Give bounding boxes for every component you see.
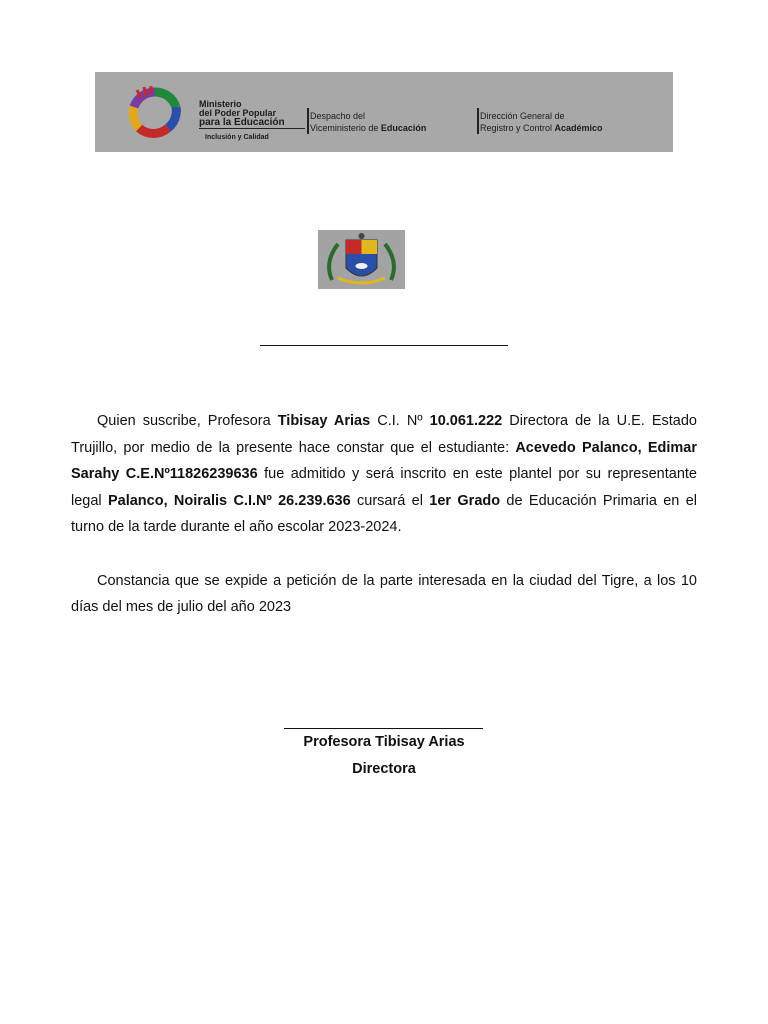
signature-line <box>284 728 483 729</box>
ministry-line-1: Ministerio <box>199 99 242 109</box>
despacho-line-1: Despacho del <box>310 111 366 121</box>
letter-paragraph-2: Constancia que se expide a petición de la parte interesada en la ciudad del Tigre, a los 10 días del mes de julio del año 2023 <box>71 572 697 615</box>
ministry-underline <box>199 128 305 129</box>
despacho-block <box>310 110 426 134</box>
letter-paragraph-1 <box>71 408 697 541</box>
paragraph-1-text-5: cursará el <box>350 492 430 509</box>
paragraph-1-text-3: Directora de la U.E. Estado Trujillo, por medio de la presente hace constar que el estudiante: <box>71 413 697 456</box>
paragraph-1-text-6: de Educación Primaria en el turno de la tarde durante el año escolar 2023-2024. <box>71 492 697 535</box>
director-name: Tibisay Arias <box>277 413 371 429</box>
direccion-line-1: Dirección General de <box>480 111 565 121</box>
paragraph-1-text-2: C.I. Nº <box>370 413 430 429</box>
paragraph-1-text-4: fue admitido y será inscrito en este plantel por su representante legal <box>71 466 697 509</box>
direccion-line-2-bold: Académico <box>554 123 603 133</box>
ministry-line-3 <box>199 118 305 127</box>
signature-name: Profesora Tibisay Arias <box>303 734 465 750</box>
title-line <box>260 345 508 346</box>
ministry-logo-icon <box>115 84 195 140</box>
coat-of-arms-image <box>318 230 405 289</box>
ministry-line-3-prefix: para la <box>199 117 235 128</box>
student-name-id: Acevedo Palanco, Edimar Sarahy C.E.Nº11826239636 <box>71 439 697 482</box>
banner-divider <box>307 108 309 134</box>
representative-name-id: Palanco, Noiralis C.I.Nº 26.239.636 <box>107 492 351 509</box>
grade: 1er Grado <box>429 492 501 509</box>
direccion-line-2 <box>480 122 603 134</box>
direccion-line-2-prefix: Registro y Control <box>480 123 555 133</box>
header-banner <box>95 72 673 152</box>
banner-divider <box>477 108 479 134</box>
director-id: 10.061.222 <box>429 413 503 429</box>
despacho-line-2-prefix: Viceministerio de <box>310 123 381 133</box>
ministry-name <box>199 100 305 142</box>
ministry-tagline: Inclusión y Calidad <box>205 134 269 141</box>
ministry-line-3-bold: Educación <box>234 117 285 128</box>
letter-body <box>71 408 697 621</box>
signature-title: Directora <box>352 761 416 777</box>
direccion-block <box>480 110 603 134</box>
coat-of-arms-icon <box>318 230 405 289</box>
paragraph-1-text-1: Quien suscribe, Profesora <box>97 413 278 429</box>
despacho-line-2 <box>310 122 426 134</box>
despacho-line-2-bold: Educación <box>380 123 427 133</box>
ministry-line-2: del Poder Popular <box>199 108 277 118</box>
